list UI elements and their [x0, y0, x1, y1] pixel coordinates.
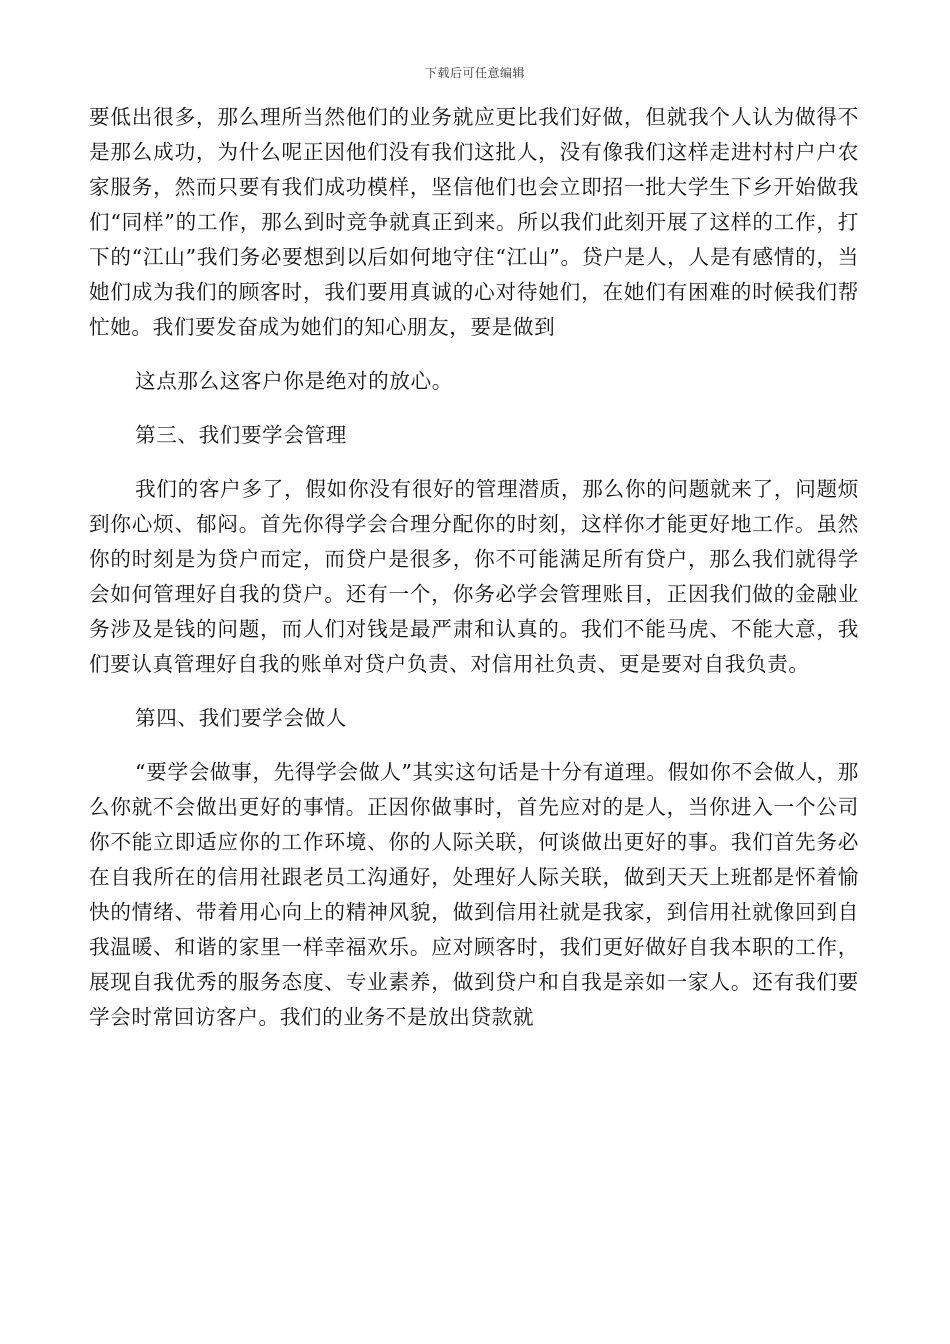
paragraph-conduct: “要学会做事，先得学会做人”其实这句话是十分有道理。假如你不会做人，那么你就不会做出更好的事情。正因你做事时，首先应对的是人，当你进入一个公司你不能立即适应你的工作环境、你的人际关联，何谈做出更好的事。我们首先务必在自我所在的信用社跟老员工沟通好，处理好人际关联，做到天天上班都是怀着愉快的情绪、带着用心向上的精神风貌，做到信用社就是我家，到信用社就像回到自我温暖、和谐的家里一样幸福欢乐。应对顾客时，我们更好做好自我本职的工作，展现自我优秀的服务态度、专业素养，做到贷户和自我是亲如一家人。还有我们要学会时常回访客户。我们的业务不是放出贷款就	[89, 760, 859, 1029]
page-header-note: 下载后可任意编辑	[424, 66, 525, 80]
document-body	[89, 100, 859, 1035]
paragraph-management: 我们的客户多了，假如你没有很好的管理潜质，那么你的问题就来了，问题烦到你心烦、郁闷。首先你得学会合理分配你的时刻，这样你才能更好地工作。虽然你的时刻是为贷户而定，而贷户是很多，你不可能满足所有贷户，那么我们就得学会如何管理好自我的贷户。还有一个，你务必学会管理账目，正因我们做的金融业务涉及是钱的问题，而人们对钱是最严肃和认真的。我们不能马虎、不能大意，我们要认真管理好自我的账单对贷户负责、对信用社负责、更是要对自我负责。	[89, 477, 859, 676]
section-heading-management: 第三、我们要学会管理	[135, 423, 347, 447]
paragraph-customer-trust: 这点那么这客户你是绝对的放心。	[135, 369, 453, 393]
section-heading-conduct: 第四、我们要学会做人	[135, 706, 347, 730]
paragraph-continuation: 要低出很多，那么理所当然他们的业务就应更比我们好做，但就我个人认为做得不是那么成功，为什么呢正因他们没有我们这批人，没有像我们这样走进村村户户农家服务，然而只要有我们成功模样，坚信他们也会立即招一批大学生下乡开始做我们“同样”的工作，那么到时竞争就真正到来。所以我们此刻开展了这样的工作，打下的“江山”我们务必要想到以后如何地守住“江山”。贷户是人，人是有感情的，当她们成为我们的顾客时，我们要用真诚的心对待她们，在她们有困难的时候我们帮忙她。我们要发奋成为她们的知心朋友，要是做到	[89, 105, 859, 339]
